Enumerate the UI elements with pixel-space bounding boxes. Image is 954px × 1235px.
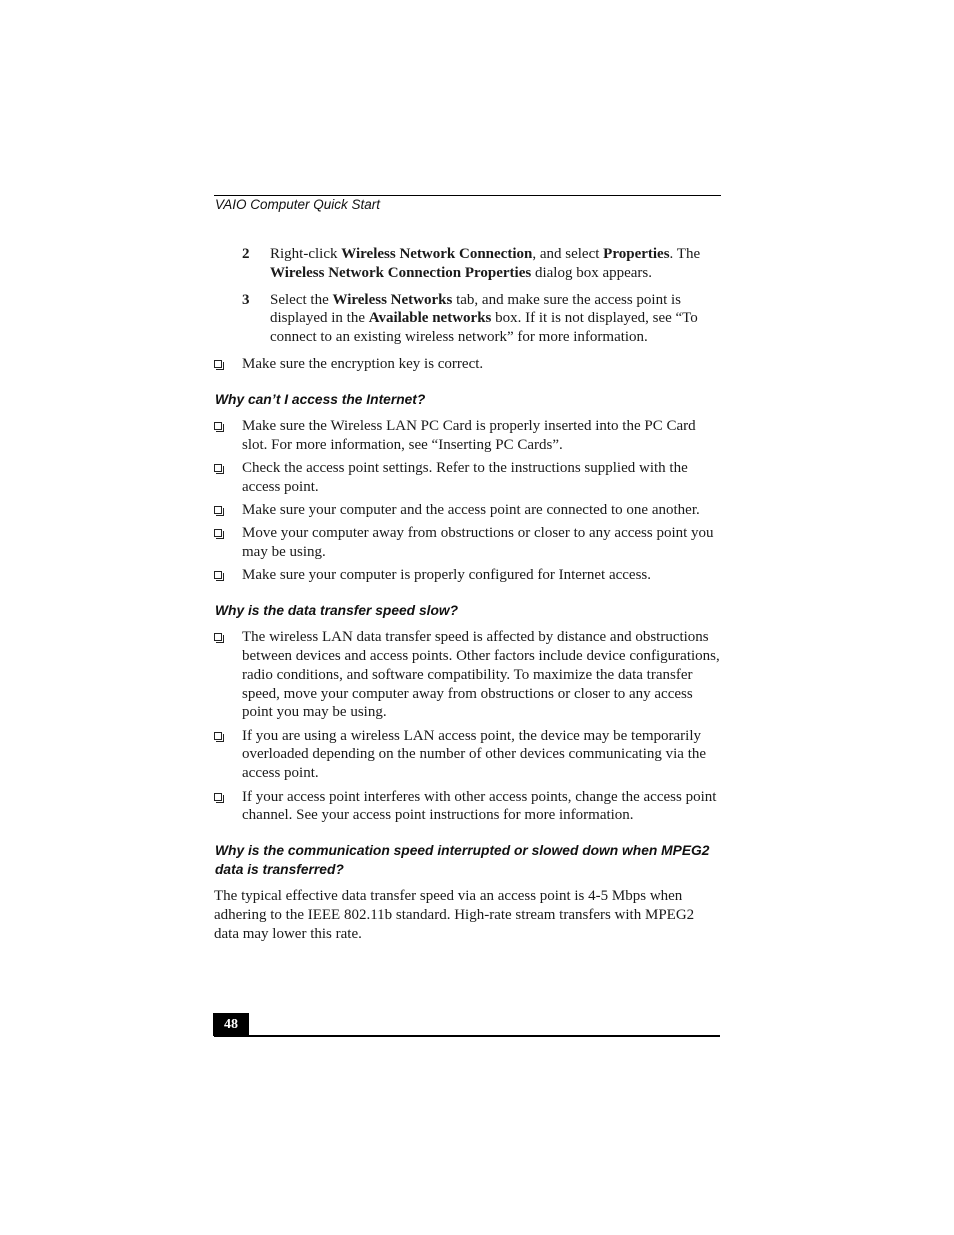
- list-item: The wireless LAN data transfer speed is affected by distance and obstructions between devices and access points. Other factors include device configurations, radio conditions, and software compatibility. To maximize the data transfer speed, move your computer away from obstructions or closer to any access point you may be using.: [214, 628, 720, 722]
- list-item: Check the access point settings. Refer to the instructions supplied with the access point.: [214, 459, 720, 497]
- checkbox-bullet-icon: [214, 793, 222, 801]
- checkbox-bullet-icon: [214, 529, 222, 537]
- page-number-badge: 48: [213, 1013, 249, 1036]
- checkbox-bullet-icon: [214, 571, 222, 579]
- section-heading: Why is the data transfer speed slow?: [215, 603, 459, 619]
- checkbox-bullet-icon: [214, 633, 222, 641]
- running-header-title: VAIO Computer Quick Start: [215, 197, 381, 212]
- checkbox-bullet-icon: [214, 360, 222, 368]
- list-item: Move your computer away from obstructions or closer to any access point you may be using.: [214, 524, 720, 562]
- step-2: [214, 245, 720, 283]
- step-3: [214, 291, 720, 347]
- list-item: If you are using a wireless LAN access point, the device may be temporarily overloaded depending on the number of other devices communicating via the access point.: [214, 727, 720, 783]
- list-item: If your access point interferes with other access points, change the access point channel. See your access point instructions for more information.: [214, 788, 720, 826]
- checkbox-bullet-icon: [214, 732, 222, 740]
- list-item: Make sure your computer is properly configured for Internet access.: [214, 566, 720, 585]
- footer-rule: [214, 1035, 720, 1037]
- section-paragraph: The typical effective data transfer speed via an access point is 4-5 Mbps when adhering to the IEEE 802.11b standard. High-rate stream transfers with MPEG2 data may lower this rate.: [214, 888, 695, 942]
- list-item: Make sure your computer and the access point are connected to one another.: [214, 501, 720, 520]
- checkbox-bullet-icon: [214, 506, 222, 514]
- header-rule: [214, 195, 721, 196]
- checkbox-bullet-icon: [214, 464, 222, 472]
- step-text: Select the Wireless Networks tab, and make sure the access point is displayed in the Available networks box. If it is not displayed, see “To connect to an existing wireless network” for more information.: [270, 291, 698, 346]
- list-item: Make sure the encryption key is correct.: [214, 355, 720, 374]
- section-heading: Why is the communication speed interrupted or slowed down when MPEG2 data is transferred?: [215, 843, 710, 878]
- step-number: 2: [242, 246, 250, 262]
- section-heading: Why can’t I access the Internet?: [215, 391, 426, 407]
- checkbox-bullet-icon: [214, 422, 222, 430]
- step-text: Right-click Wireless Network Connection, and select Properties. The Wireless Network Connection Properties dialog box appears.: [270, 246, 701, 281]
- step-number: 3: [242, 291, 250, 308]
- list-item: Make sure the Wireless LAN PC Card is properly inserted into the PC Card slot. For more information, see “Inserting PC Cards”.: [214, 417, 720, 455]
- page-content: [214, 245, 720, 944]
